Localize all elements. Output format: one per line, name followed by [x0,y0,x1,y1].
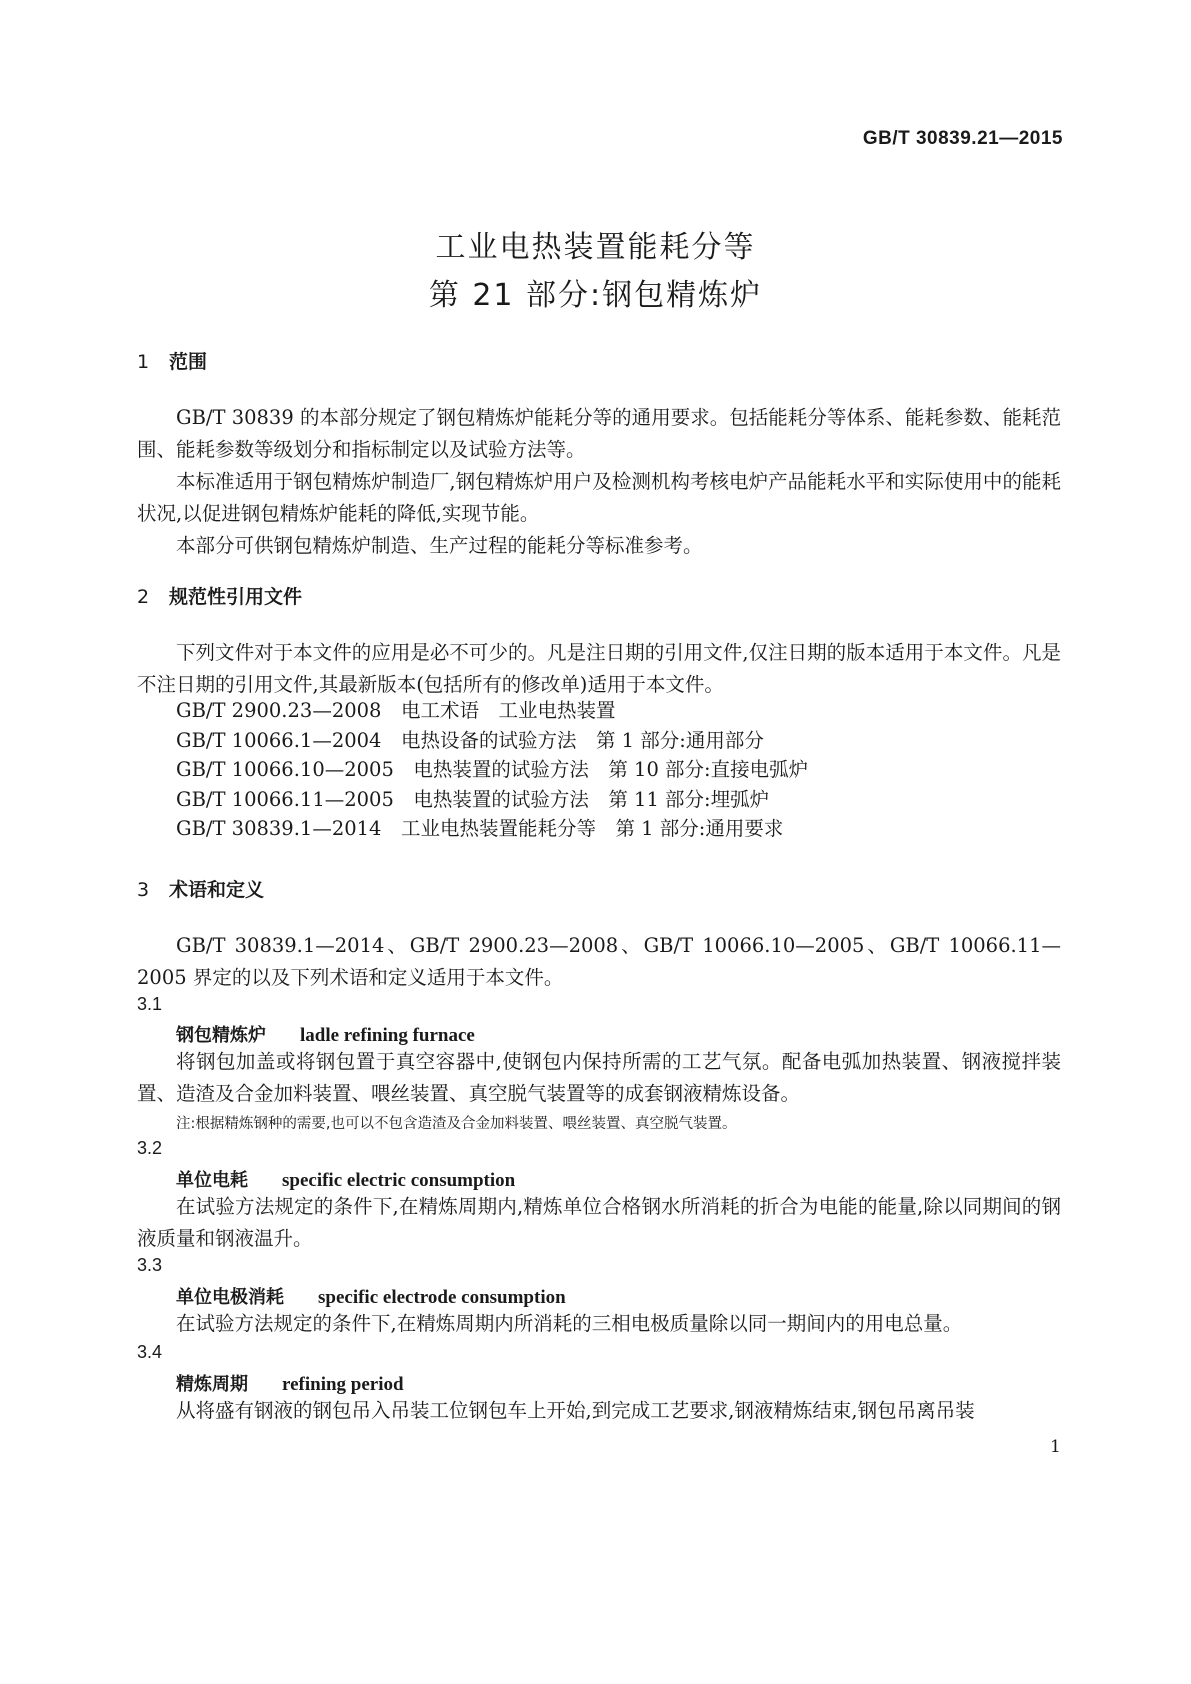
document-title: 工业电热装置能耗分等 [435,230,756,265]
term-name: 单位电极消耗 [176,1287,284,1308]
section-number: 1 [137,351,150,373]
section-title: 规范性引用文件 [169,586,303,608]
term-heading [176,1021,475,1047]
section-body-scope [137,402,1061,562]
term-heading [176,1166,515,1192]
section-body-normative-references [137,637,1061,701]
paragraph: 本部分可供钢包精炼炉制造、生产过程的能耗分等标准参考。 [176,534,703,557]
term-name: 单位电耗 [176,1170,248,1191]
standard-code: GB/T 30839.21—2015 [862,128,1063,149]
term-number: 3.3 [137,1255,163,1275]
paragraph: 将钢包加盖或将钢包置于真空容器中,使钢包内保持所需的工艺气氛。配备电弧加热装置、钢液搅拌装置、造渣及合金加料装置、喂丝装置、真空脱气装置等的成套钢液精炼设备。 [137,1050,1061,1105]
term-number: 3.4 [137,1342,163,1362]
reference-item: GB/T 10066.11—2005 电热装置的试验方法 第 11 部分:埋弧炉 [176,787,770,811]
term-english: specific electrode consumption [318,1287,566,1308]
term-definition [137,1395,1061,1427]
term-number: 3.1 [137,994,163,1014]
section-title: 术语和定义 [169,879,265,901]
section-heading-terms [137,875,264,902]
paragraph: GB/T 30839.1—2014、GB/T 2900.23—2008、GB/T 10066.10—2005、GB/T 10066.11—2005 界定的以及下列术语和定义适用于本文件。 [137,934,1061,989]
paragraph: 在试验方法规定的条件下,在精炼周期内,精炼单位合格钢水所消耗的折合为电能的能量,除以同期间的钢液质量和钢液温升。 [137,1195,1061,1250]
reference-item: GB/T 10066.10—2005 电热装置的试验方法 第 10 部分:直接电弧炉 [176,758,809,781]
term-english: ladle refining furnace [300,1025,475,1046]
term-heading [176,1370,404,1396]
paragraph: 从将盛有钢液的钢包吊入吊装工位钢包车上开始,到完成工艺要求,钢液精炼结束,钢包吊离吊装 [176,1399,975,1422]
paragraph: 在试验方法规定的条件下,在精炼周期内所消耗的三相电极质量除以同一期间内的用电总量。 [176,1312,963,1335]
term-name: 钢包精炼炉 [176,1025,266,1046]
reference-item: GB/T 30839.1—2014 工业电热装置能耗分等 第 1 部分:通用要求 [176,817,784,840]
term-definition [137,1308,1061,1340]
term-heading [176,1283,566,1309]
term-english: specific electric consumption [282,1170,516,1191]
paragraph: GB/T 30839 的本部分规定了钢包精炼炉能耗分等的通用要求。包括能耗分等体系、能耗参数、能耗范围、能耗参数等级划分和指标制定以及试验方法等。 [137,406,1061,461]
section-heading-scope [137,347,207,374]
section-heading-normative-references [137,582,302,609]
section-body-terms [137,930,1061,994]
reference-item: GB/T 2900.23—2008 电工术语 工业电热装置 [176,699,616,722]
paragraph: 本标准适用于钢包精炼炉制造厂,钢包精炼炉用户及检测机构考核电炉产品能耗水平和实际使用中的能耗状况,以促进钢包精炼炉能耗的降低,实现节能。 [137,470,1061,525]
section-title: 范围 [169,351,208,373]
reference-item: GB/T 10066.1—2004 电热设备的试验方法 第 1 部分:通用部分 [176,728,764,752]
section-number: 3 [137,879,150,901]
term-name: 精炼周期 [176,1374,248,1395]
paragraph: 下列文件对于本文件的应用是必不可少的。凡是注日期的引用文件,仅注日期的版本适用于本文件。凡是不注日期的引用文件,其最新版本(包括所有的修改单)适用于本文件。 [137,641,1061,696]
page-number: 1 [1050,1437,1061,1457]
term-note: 注:根据精炼钢种的需要,也可以不包含造渣及合金加料装置、喂丝装置、真空脱气装置。 [176,1116,737,1132]
section-number: 2 [137,586,150,608]
document-subtitle: 第 21 部分:钢包精炼炉 [428,278,763,313]
term-definition [137,1046,1061,1110]
term-definition [137,1191,1061,1255]
term-number: 3.2 [137,1138,163,1158]
term-english: refining period [282,1374,404,1395]
reference-list [176,696,808,844]
